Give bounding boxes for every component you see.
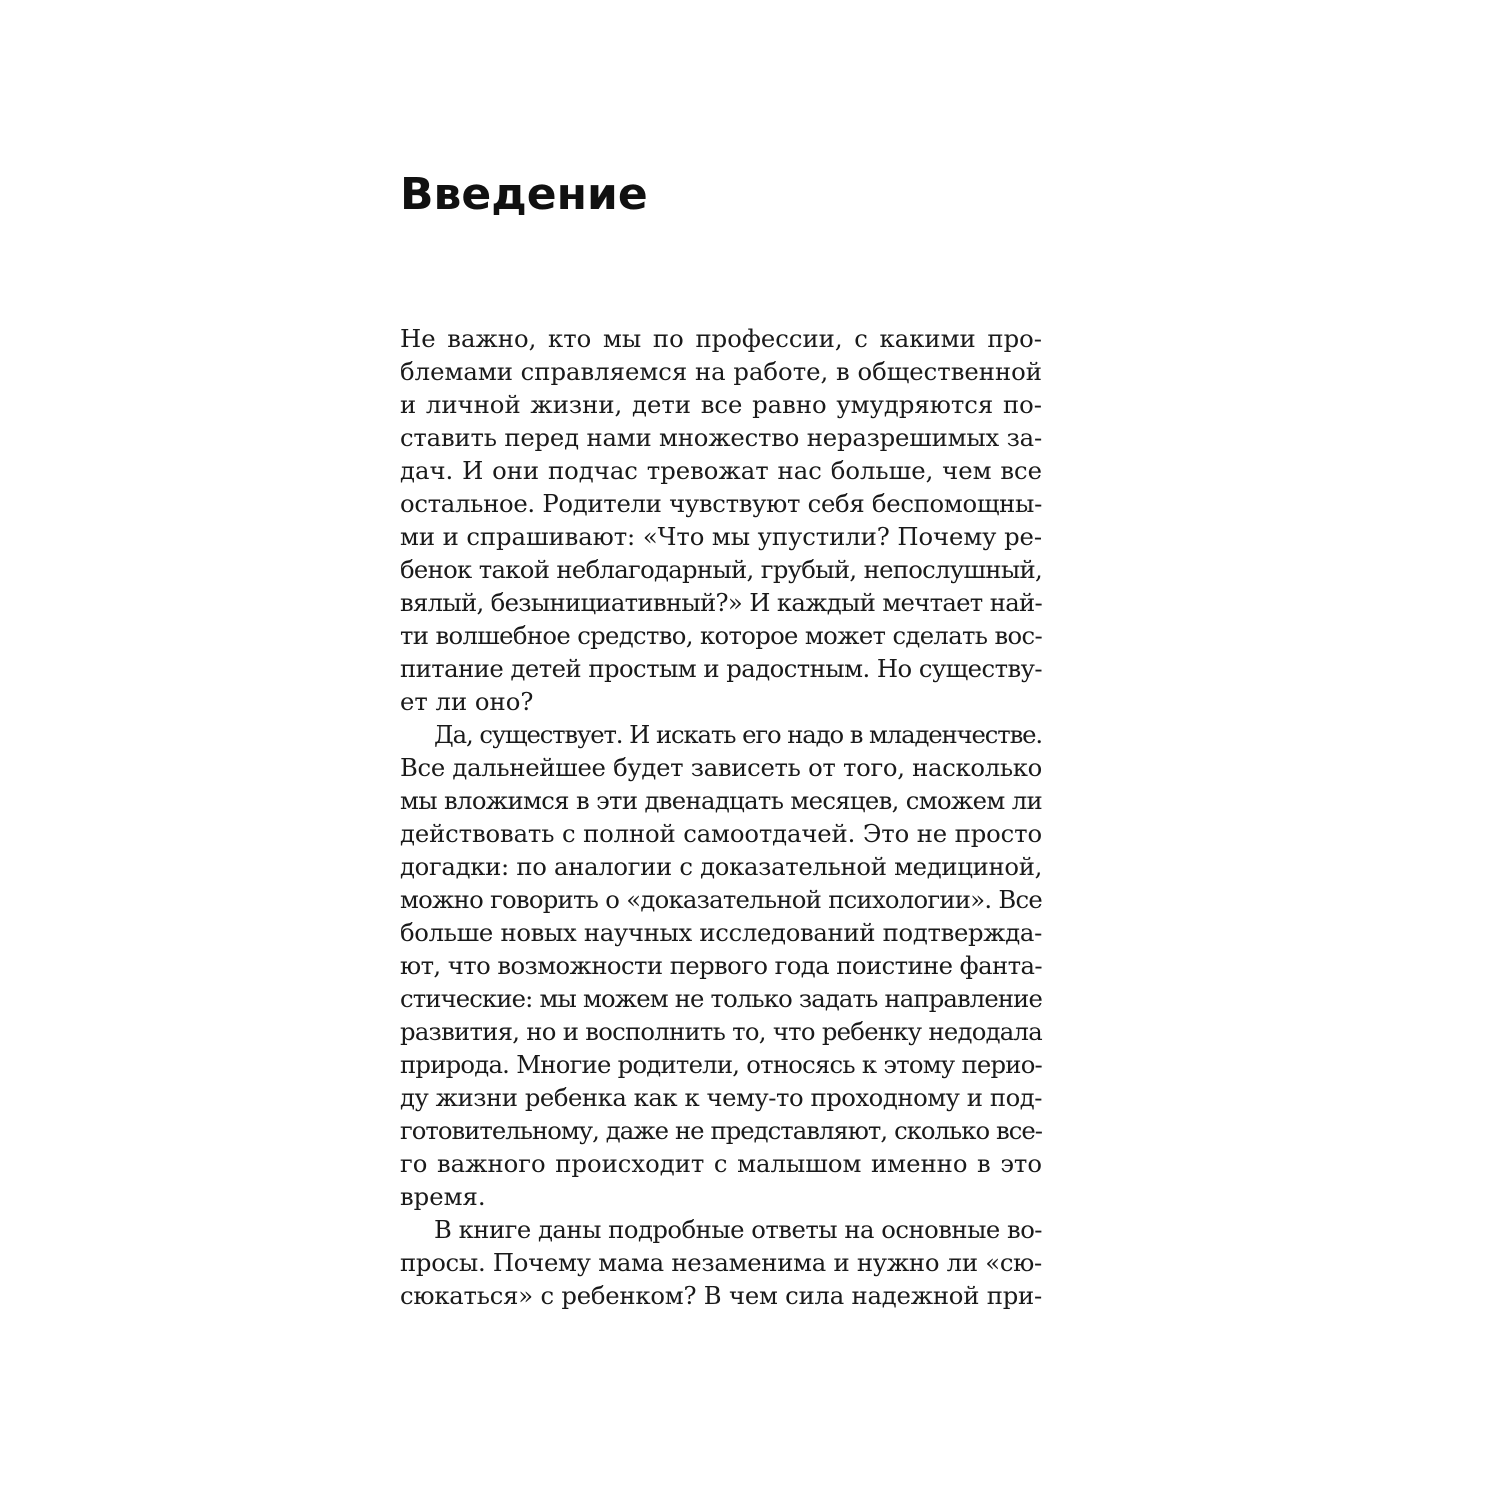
text-line: природа. Многие родители, относясь к этому перио- (400, 1050, 1042, 1079)
text-line: стические: мы можем не только задать направление (400, 984, 1042, 1013)
text-line: В книге даны подробные ответы на основные во- (434, 1215, 1042, 1244)
text-line: го важного происходит с малышом именно в это (400, 1149, 1042, 1178)
text-line: остальное. Родители чувствуют себя беспомощны- (400, 489, 1042, 518)
text-line: блемами справляемся на работе, в общественной (400, 357, 1042, 386)
text-line: просы. Почему мама незаменима и нужно ли «сю- (400, 1248, 1042, 1277)
text-line: Не важно, кто мы по профессии, с какими про- (400, 324, 1042, 353)
paragraph (400, 718, 1042, 1213)
text-line: время. (400, 1182, 486, 1211)
text-line: ми и спрашивают: «Что мы упустили? Почему ре- (400, 522, 1042, 551)
text-line: можно говорить о «доказательной психологии». Все (400, 885, 1042, 914)
text-line: Все дальнейшее будет зависеть от того, насколько (400, 753, 1042, 782)
text-line: ставить перед нами множество неразрешимых за- (400, 423, 1042, 452)
text-line: ти волшебное средство, которое может сделать вос- (400, 621, 1042, 650)
body-text (400, 322, 1042, 1312)
text-line: и личной жизни, дети все равно умудряются по- (400, 390, 1042, 419)
text-line: больше новых научных исследований подтвержда- (400, 918, 1042, 947)
text-line: дач. И они подчас тревожат нас больше, чем все (400, 456, 1042, 485)
text-line: развития, но и восполнить то, что ребенку недодала (400, 1017, 1042, 1046)
text-line: действовать с полной самоотдачей. Это не просто (400, 819, 1042, 848)
text-line: питание детей простым и радостным. Но существу- (400, 654, 1042, 683)
paragraph (400, 1213, 1042, 1312)
text-line: ду жизни ребенка как к чему-то проходному и под- (400, 1083, 1042, 1112)
text-line: ет ли оно? (400, 687, 534, 716)
text-line: вялый, безынициативный?» И каждый мечтает най- (400, 588, 1042, 617)
text-line: сюкаться» с ребенком? В чем сила надежной при- (400, 1281, 1042, 1310)
text-line: готовительному, даже не представляют, сколько все- (400, 1116, 1042, 1145)
text-line: мы вложимся в эти двенадцать месяцев, сможем ли (400, 786, 1042, 815)
text-line: Да, существует. И искать его надо в младенчестве. (434, 720, 1042, 749)
text-line: догадки: по аналогии с доказательной медициной, (400, 852, 1042, 881)
paragraph (400, 322, 1042, 718)
chapter-title: Введение (400, 169, 648, 220)
text-line: ют, что возможности первого года поистине фанта- (400, 951, 1042, 980)
text-line: бенок такой неблагодарный, грубый, непослушный, (400, 555, 1042, 584)
